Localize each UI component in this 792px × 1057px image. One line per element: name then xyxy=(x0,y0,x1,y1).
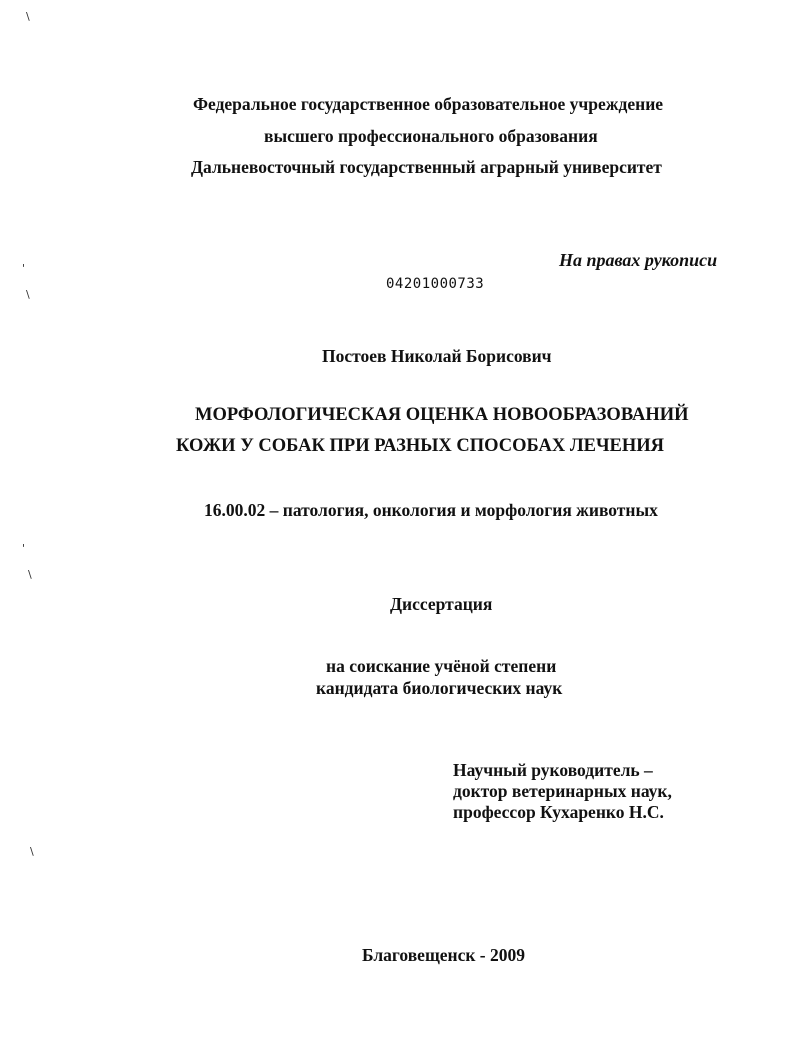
catalog-number: 04201000733 xyxy=(386,276,485,292)
scan-mark: ' xyxy=(22,542,26,555)
degree-line-1: на соискание учёной степени xyxy=(326,656,557,676)
scan-mark: \ xyxy=(26,288,30,301)
institution-line-3: Дальневосточный государственный аграрный университет xyxy=(191,157,662,177)
scan-mark: \ xyxy=(26,10,30,23)
institution-line-2: высшего профессионального образования xyxy=(264,126,598,146)
title-line-1: МОРФОЛОГИЧЕСКАЯ ОЦЕНКА НОВООБРАЗОВАНИЙ xyxy=(195,405,689,425)
supervisor-line-3: профессор Кухаренко Н.С. xyxy=(453,802,664,822)
scan-mark: \ xyxy=(30,845,34,858)
supervisor-line-1: Научный руководитель – xyxy=(453,760,653,780)
supervisor-line-2: доктор ветеринарных наук, xyxy=(453,781,672,801)
work-type: Диссертация xyxy=(390,594,493,614)
title-line-2: КОЖИ У СОБАК ПРИ РАЗНЫХ СПОСОБАХ ЛЕЧЕНИЯ xyxy=(176,436,665,456)
author-name: Постоев Николай Борисович xyxy=(322,346,552,366)
scan-mark: \ xyxy=(28,568,32,581)
manuscript-note: На правах рукописи xyxy=(559,250,718,270)
scan-mark: ' xyxy=(22,262,26,275)
degree-line-2: кандидата биологических наук xyxy=(316,678,563,698)
institution-line-1: Федеральное государственное образовательное учреждение xyxy=(193,94,664,114)
place-year: Благовещенск - 2009 xyxy=(362,945,526,965)
specialty: 16.00.02 – патология, онкология и морфология животных xyxy=(204,500,658,520)
